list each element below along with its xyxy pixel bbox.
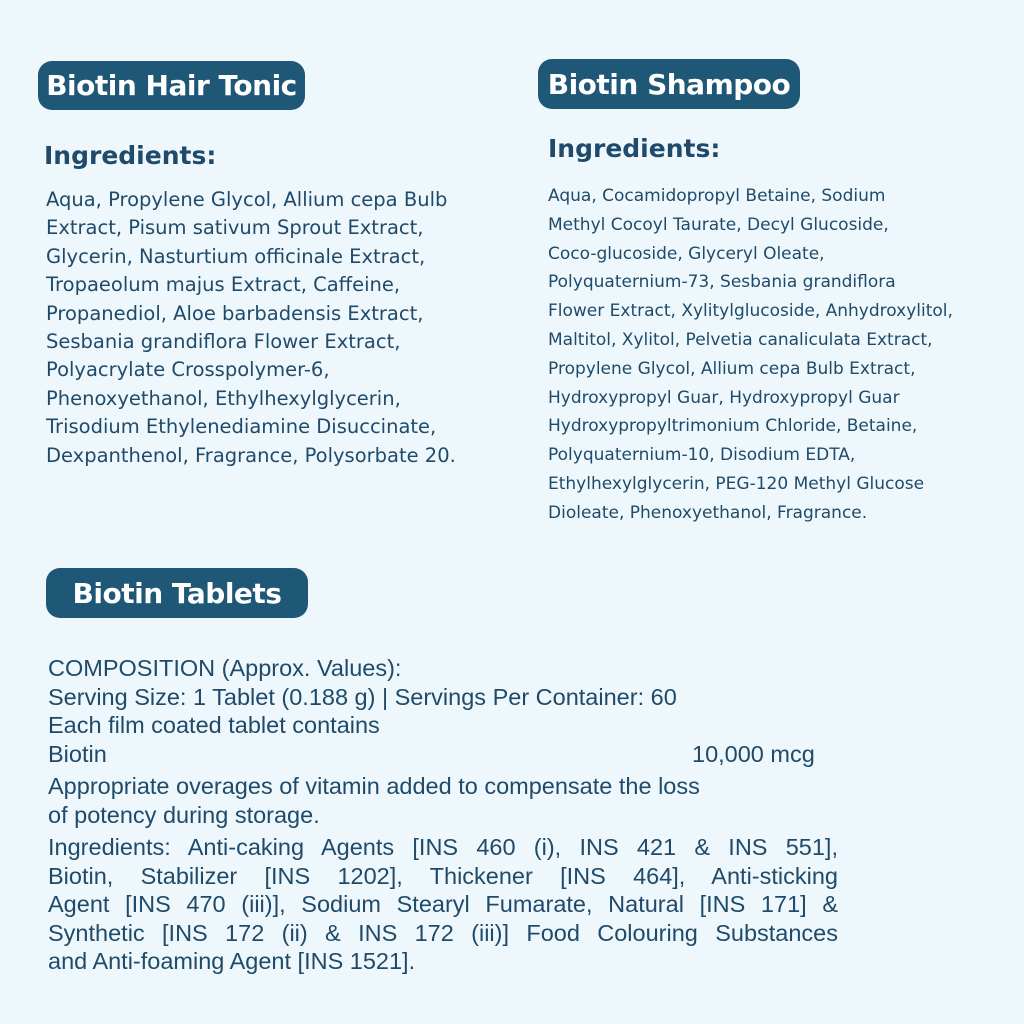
hair-tonic-line: Glycerin, Nasturtium officinale Extract, [46,244,426,268]
shampoo-line: Maltitol, Xylitol, Pelvetia canaliculata Extract, [548,329,933,350]
hair-tonic-title: Biotin Hair Tonic [46,69,297,102]
nutrient-value: 10,000 mcg [692,740,815,767]
tablet-ingredients-line: Agent [INS 470 (iii)], Sodium Stearyl Fumarate, Natural [INS 171] & [48,891,838,917]
shampoo-line: Hydroxypropyltrimonium Chloride, Betaine, [548,416,918,437]
tablet-ingredients-line: Synthetic [INS 172 (ii) & INS 172 (iii)] Food Colouring Substances [48,919,838,946]
hair-tonic-line: Sesbania grandiflora Flower Extract, [46,330,401,354]
tablets-title-badge [46,568,308,618]
hair-tonic-ingredients-heading: Ingredients: [44,141,217,170]
tablet-contains: Each film coated tablet contains [48,712,380,738]
serving-info: Serving Size: 1 Tablet (0.188 g) | Servings Per Container: 60 [48,683,677,710]
hair-tonic-line: Polyacrylate Crosspolymer-6, [46,358,330,382]
tablet-ingredients-line: Biotin, Stabilizer [INS 1202], Thickener [INS 464], Anti-sticking [48,862,838,889]
shampoo-title-badge [538,59,800,109]
tablets-composition-block [48,654,838,976]
hair-tonic-line: Tropaeolum majus Extract, Caffeine, [46,273,401,297]
nutrient-row [48,740,838,769]
shampoo-line: Hydroxypropyl Guar, Hydroxypropyl Guar [548,387,900,408]
shampoo-line: Aqua, Cocamidopropyl Betaine, Sodium [548,186,886,206]
hair-tonic-line: Dexpanthenol, Fragrance, Polysorbate 20. [46,443,456,467]
tablets-title: Biotin Tablets [72,576,282,610]
composition-heading: COMPOSITION (Approx. Values): [48,655,402,681]
shampoo-line: Polyquaternium-10, Disodium EDTA, [548,445,856,466]
tablet-ingredients-line: Ingredients: Anti-caking Agents [INS 460 (i), INS 421 & INS 551], [48,834,838,860]
shampoo-line: Flower Extract, Xylitylglucoside, Anhydroxylitol, [548,301,953,322]
hair-tonic-line: Phenoxyethanol, Ethylhexylglycerin, [46,386,401,410]
shampoo-line: Propylene Glycol, Allium cepa Bulb Extract, [548,358,916,379]
tablet-ingredients-line: and Anti-foaming Agent [INS 1521]. [48,948,416,974]
overage-line: of potency during storage. [48,801,320,828]
shampoo-line: Polyquaternium-73, Sesbania grandiflora [548,272,896,293]
hair-tonic-line: Trisodium Ethylenediamine Disuccinate, [46,415,437,439]
nutrient-name: Biotin [48,740,107,767]
overage-line: Appropriate overages of vitamin added to compensate the loss [48,773,700,799]
hair-tonic-ingredients-list [46,186,456,470]
hair-tonic-title-badge [38,61,305,110]
shampoo-line: Coco-glucoside, Glyceryl Oleate, [548,243,825,264]
shampoo-line: Methyl Cocoyl Taurate, Decyl Glucoside, [548,214,889,235]
shampoo-title: Biotin Shampoo [547,67,791,101]
shampoo-ingredients-list [548,182,953,528]
shampoo-ingredients-heading: Ingredients: [548,134,721,163]
shampoo-line: Dioleate, Phenoxyethanol, Fragrance. [548,502,868,523]
hair-tonic-line: Aqua, Propylene Glycol, Allium cepa Bulb [46,188,448,211]
hair-tonic-line: Propanediol, Aloe barbadensis Extract, [46,301,424,325]
hair-tonic-line: Extract, Pisum sativum Sprout Extract, [46,216,424,240]
shampoo-line: Ethylhexylglycerin, PEG-120 Methyl Glucose [548,473,925,494]
